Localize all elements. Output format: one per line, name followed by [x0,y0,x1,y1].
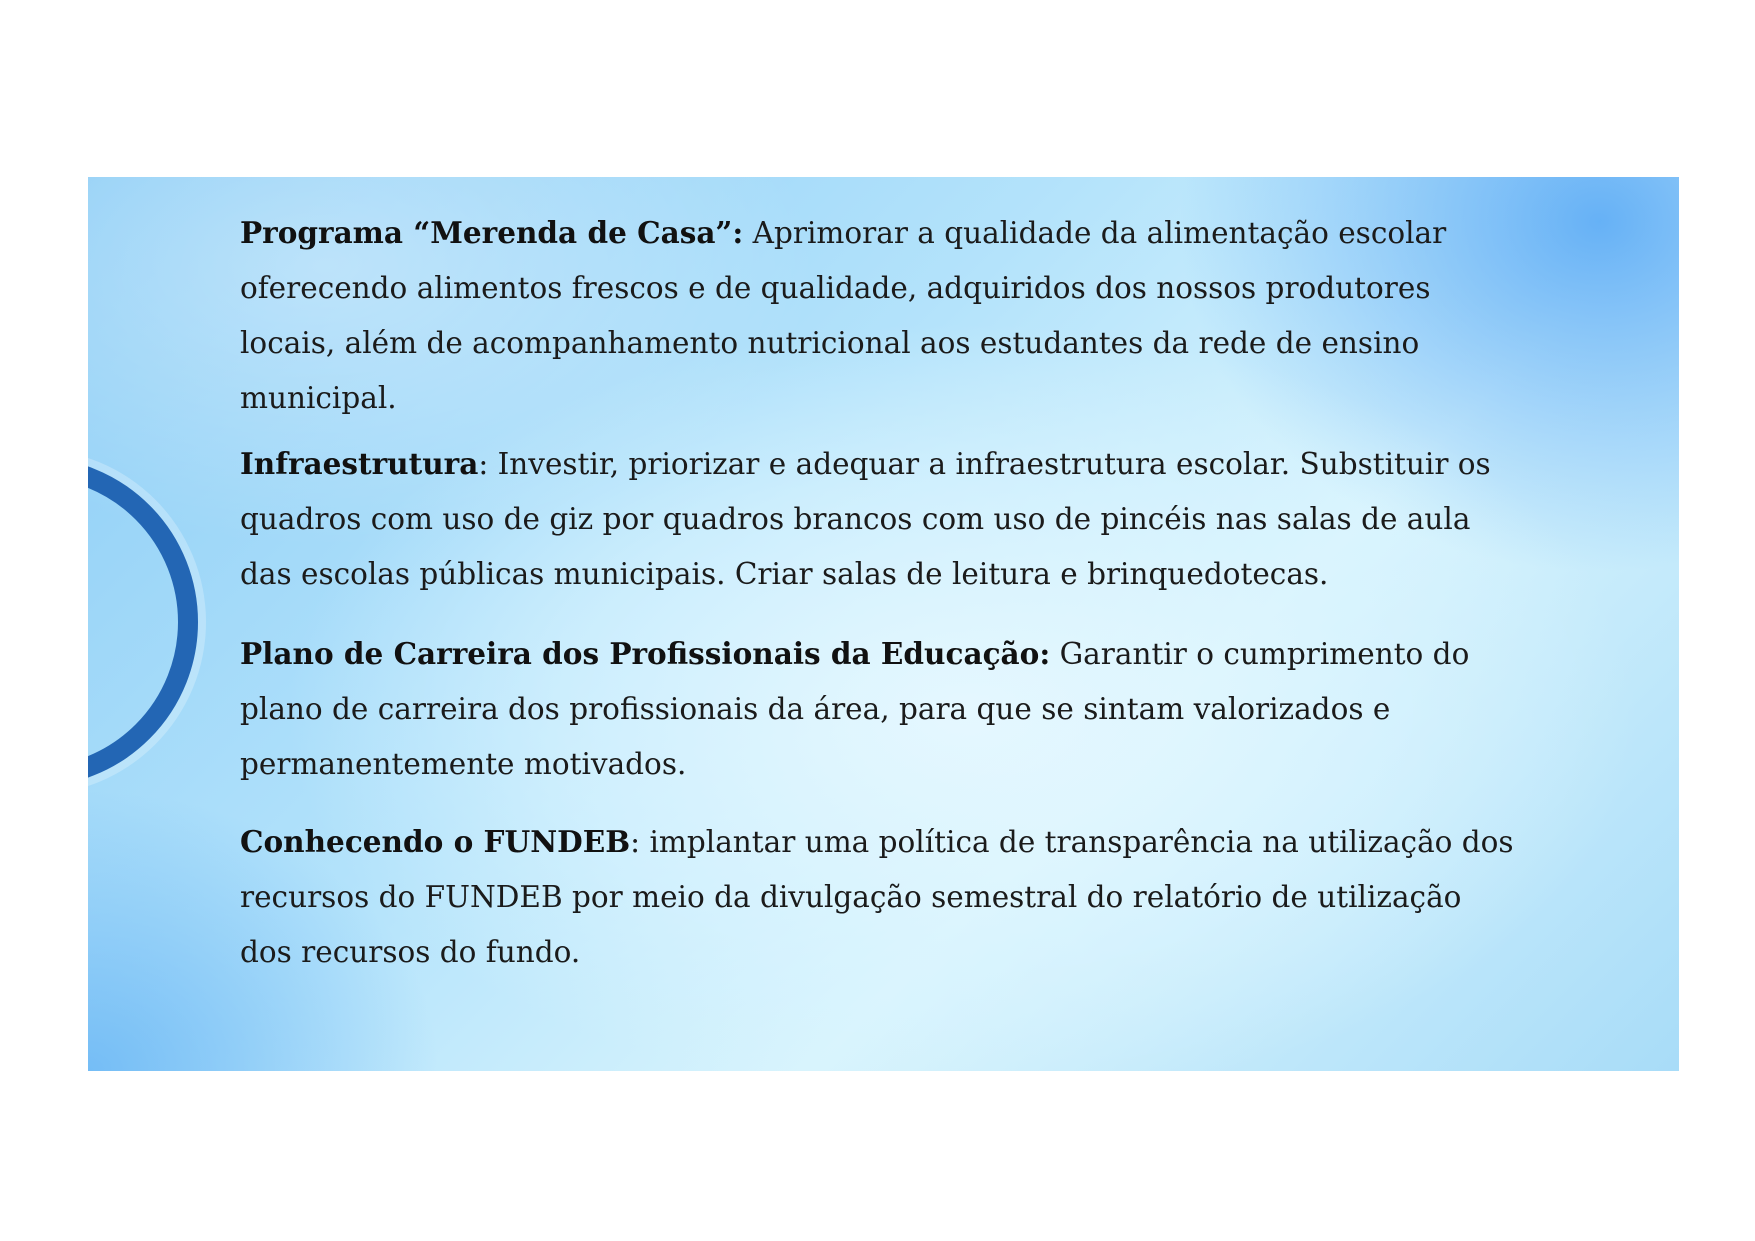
section-merenda [240,205,1520,426]
section-heading: Infraestrutura [240,446,479,481]
section-text: : implantar uma política de transparência na utilização dos recursos do FUNDEB por meio da divulgação semestral do relatório de utilização dos recursos do fundo. [240,825,1514,969]
decorative-arc [88,457,198,787]
text-content [240,205,1520,980]
content-banner [88,177,1679,1071]
section-heading: Programa “Merenda de Casa”: [240,215,744,250]
section-heading: Conhecendo o FUNDEB [240,824,631,859]
section-text: : Investir, priorizar e adequar a infraestrutura escolar. Substituir os quadros com uso de giz por quadros brancos com uso de pincéis nas salas de aula das escolas públicas municipais. Criar salas de leitura e brinquedotecas. [240,447,1491,591]
section-text: Garantir o cumprimento do plano de carreira dos profissionais da área, para que se sintam valorizados e permanentemente motivados. [240,637,1470,781]
section-heading: Plano de Carreira dos Profissionais da Educação: [240,636,1051,671]
section-plano-carreira [240,626,1520,792]
section-infraestrutura [240,436,1520,602]
section-text: Aprimorar a qualidade da alimentação escolar oferecendo alimentos frescos e de qualidade, adquiridos dos nossos produtores locais, além de acompanhamento nutricional aos estudantes da rede de ensino municipal. [240,216,1447,415]
section-fundeb [240,814,1520,980]
